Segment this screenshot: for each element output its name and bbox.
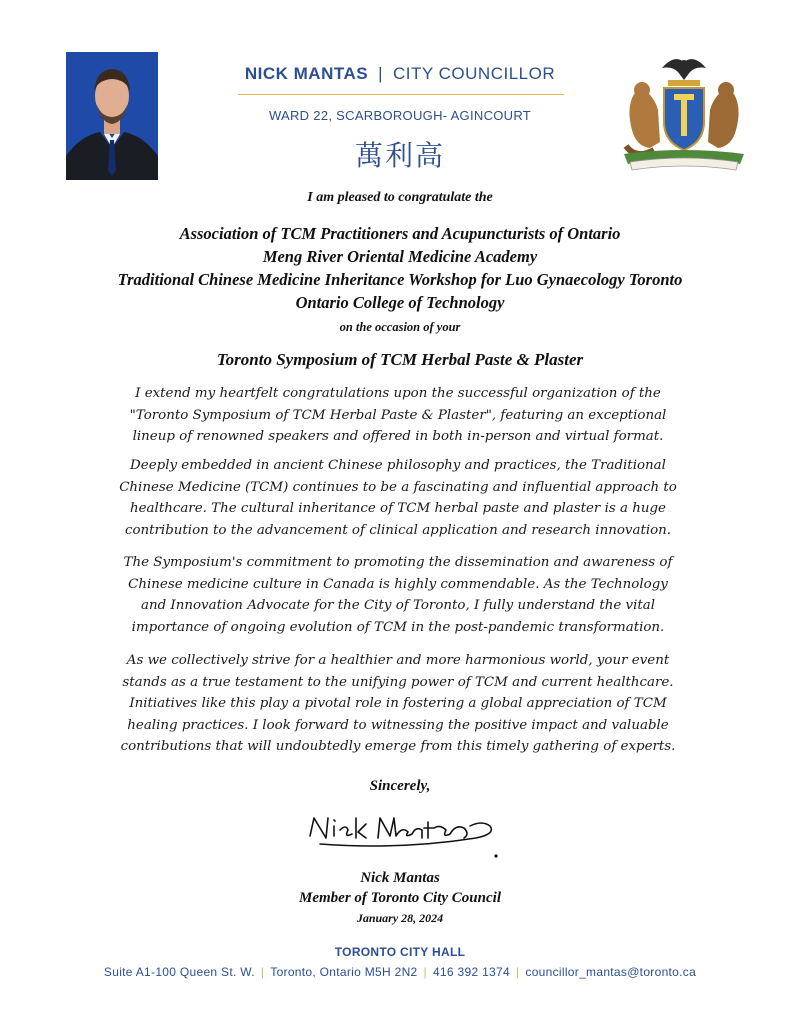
councillor-title: CITY COUNCILLOR bbox=[393, 64, 556, 83]
signer-name: Nick Mantas bbox=[360, 870, 440, 886]
chinese-name: 萬利高 bbox=[354, 139, 445, 172]
footer-address: Suite A1-100 Queen St. W. bbox=[103, 965, 255, 979]
ward-label: WARD 22, SCARBOROUGH- AGINCOURT bbox=[268, 108, 532, 123]
organization-list bbox=[40, 222, 760, 314]
letter-intro: I am pleased to congratulate the bbox=[307, 190, 493, 205]
occasion-line: on the occasion of your bbox=[339, 320, 461, 334]
footer-phone: 416 392 1374 bbox=[432, 965, 510, 979]
organization-name: Association of TCM Practitioners and Acupuncturists of Ontario bbox=[179, 224, 621, 243]
letter-paragraph: The Symposium's commitment to promoting the dissemination and awareness of Chinese medicine culture in Canada is highly commendable. As the Technology and Innovation Advocate for the City of Toronto, I fully understand the vital importance of ongoing evolution of TCM in the post-pandemic transformation. bbox=[123, 555, 673, 635]
footer-separator: | bbox=[423, 965, 427, 979]
councillor-header bbox=[200, 64, 600, 84]
footer-email: councillor_mantas@toronto.ca bbox=[525, 965, 697, 979]
header-divider bbox=[238, 94, 564, 95]
footer-separator: | bbox=[260, 965, 265, 979]
closing: Sincerely, bbox=[369, 778, 431, 794]
toronto-coat-of-arms-logo bbox=[616, 50, 752, 176]
letter-paragraph: Deeply embedded in ancient Chinese philosophy and practices, the Traditional Chinese Medicine (TCM) continues to be a fascinating and influential approach to healthcare. The cultural inheritance of TCM herbal paste and plaster is a huge contribution to the advancement of clinical application and research innovation. bbox=[119, 458, 677, 538]
footer-title: TORONTO CITY HALL bbox=[334, 945, 466, 959]
handwritten-signature bbox=[300, 800, 510, 870]
footer-city: Toronto, Ontario M5H 2N2 bbox=[270, 965, 418, 979]
letter-paragraph: As we collectively strive for a healthier and more harmonious world, your event stands as a true testament to the unifying power of TCM and current healthcare. Initiatives like this play a pivotal role in fostering a global appreciation of TCM healing practices. I look forward to witnessing the positive impact and valuable contributions that will undoubtedly emerge from this timely gathering of experts. bbox=[120, 653, 676, 754]
organization-name: Ontario College of Technology bbox=[295, 293, 505, 312]
footer-separator: | bbox=[515, 965, 520, 979]
event-title: Toronto Symposium of TCM Herbal Paste & Plaster bbox=[216, 350, 584, 369]
councillor-photo bbox=[66, 52, 158, 180]
footer-contact bbox=[20, 965, 780, 979]
organization-name: Meng River Oriental Medicine Academy bbox=[262, 247, 538, 266]
header-separator: | bbox=[378, 64, 384, 83]
councillor-name: NICK MANTAS bbox=[244, 64, 369, 83]
signer-title: Member of Toronto City Council bbox=[299, 890, 501, 906]
letter-date: January 28, 2024 bbox=[356, 911, 444, 925]
letter-paragraph: I extend my heartfelt congratulations upon the successful organization of the "Toronto Symposium of TCM Herbal Paste & Plaster", featuring an exceptional lineup of renowned speakers and offered in both in-person and virtual format. bbox=[129, 386, 667, 444]
organization-name: Traditional Chinese Medicine Inheritance Workshop for Luo Gynaecology Toronto bbox=[117, 270, 683, 289]
